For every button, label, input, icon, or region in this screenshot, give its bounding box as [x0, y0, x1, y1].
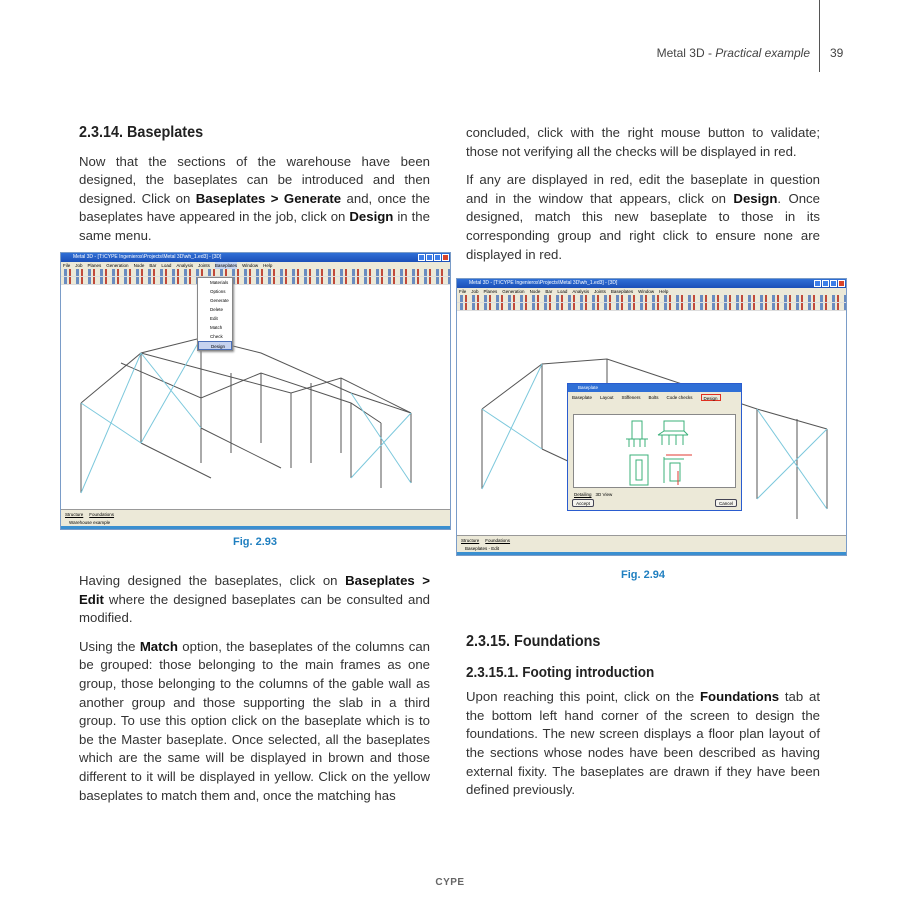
tab-foundations[interactable]: Foundations	[485, 538, 511, 543]
left-column	[79, 124, 430, 256]
section-heading: 2.3.14. Baseplates	[79, 124, 204, 141]
dialog-title: Baseplate	[568, 384, 741, 392]
3d-view	[61, 293, 450, 509]
paragraph: Upon reaching this point, click on the Foundations tab at the bottom left hand corner of the screen to design the foundations. The new screen displays a floor plan layout of the sections whose nodes have been described as having external fixity. The baseplates are drawn if they have been defined previously.	[466, 689, 820, 798]
window-title-bar: Metal 3D - [T:\CYPE Ingenieros\Projects\Metal 3D\wh_1.ed3] - [3D]	[457, 279, 846, 288]
menu-item-delete[interactable]: Delete	[210, 307, 224, 312]
baseplate-dialog	[567, 383, 742, 511]
left-column-lower	[79, 572, 430, 815]
view-tabs	[61, 509, 450, 519]
dialog-toolbar	[568, 392, 741, 403]
menu-bar: File Job Planes Generation Node Bar Load Analysis Joints Baseplates Window Help	[457, 288, 846, 295]
window-title-bar: Metal 3D - [T:\CYPE Ingenieros\Projects\Metal 3D\wh_1.ed3] - [3D]	[61, 253, 450, 262]
menu-item-generate[interactable]: Generate	[210, 298, 229, 303]
figure-caption: Fig. 2.94	[621, 569, 666, 581]
paragraph: Using the Match option, the baseplates of the columns can be grouped: those belonging to the main frames as one group, those belonging to the columns of the gable wall as another group and those supporting the slab in a third group. To use this option click on the baseplate which is to be the Master baseplate. Once selected, all the baseplates which are the same will be displayed in brown and those different to it will be displayed in yellow. Click on the yellow baseplates to match them and, once the matching has	[79, 638, 430, 803]
tab-detailing[interactable]: Detailing	[574, 492, 592, 497]
figure-2-94-screenshot	[456, 278, 847, 556]
right-column	[466, 124, 820, 274]
paragraph: If any are displayed in red, edit the baseplate in question and in the window that appears, click on Design. Once designed, match this new baseplate to those in its corresponding group and right click to ensure none are displayed in red.	[466, 172, 820, 262]
menu-item-design[interactable]: Design	[198, 341, 232, 350]
status-bar: Warehouse example	[61, 519, 450, 529]
baseplates-dropdown-menu	[197, 277, 233, 351]
menu-item-match[interactable]: Match	[210, 325, 223, 330]
subsection-heading: 2.3.15.1. Footing introduction	[466, 663, 655, 681]
menu-item-edit[interactable]: Edit	[210, 316, 218, 321]
layout-button[interactable]: Layout	[600, 395, 614, 400]
stiffeners-button[interactable]: Stiffeners	[621, 395, 641, 400]
section-heading: 2.3.15. Foundations	[466, 633, 601, 650]
status-bar: Baseplates - Edit	[457, 545, 846, 555]
toolbar	[457, 303, 846, 311]
menu-item-check[interactable]: Check	[210, 334, 223, 339]
menu-item-materials[interactable]: Materials	[210, 280, 229, 285]
paragraph: Now that the sections of the warehouse have been designed, the baseplates can be introduced and then designed. Click on Baseplates > Generate and, once the baseplates have appeared in the job, click on Design in the same menu.	[79, 153, 430, 243]
tab-foundations[interactable]: Foundations	[89, 512, 115, 517]
running-header	[657, 46, 810, 60]
baseplate-drawing	[573, 414, 736, 488]
baseplate-button[interactable]: Baseplate	[572, 395, 593, 400]
page-number: 39	[830, 46, 844, 60]
header-title: Metal 3D -	[656, 46, 716, 60]
baseplate-detail-drawing	[574, 415, 737, 489]
toolbar	[457, 295, 846, 303]
bolts-button[interactable]: Bolts	[648, 395, 659, 400]
right-column-lower	[466, 633, 820, 810]
figure-2-93-screenshot	[60, 252, 451, 530]
header-subtitle: Practical example	[715, 46, 810, 60]
design-button[interactable]: Design	[701, 394, 721, 401]
paragraph: Having designed the baseplates, click on Baseplates > Edit where the designed baseplates can be consulted and modified.	[79, 573, 431, 626]
view-tabs	[457, 535, 846, 545]
menu-item-options[interactable]: Options	[210, 289, 226, 294]
header-divider	[819, 0, 820, 72]
tab-structure[interactable]: Structure	[65, 512, 84, 517]
accept-button[interactable]: Accept	[572, 499, 594, 507]
cancel-button[interactable]: Cancel	[715, 499, 737, 507]
tab-structure[interactable]: Structure	[461, 538, 480, 543]
tab-3d-view[interactable]: 3D View	[595, 492, 613, 497]
toolbar	[61, 269, 450, 277]
code-checks-button[interactable]: Code checks	[666, 395, 693, 400]
figure-caption: Fig. 2.93	[233, 536, 278, 548]
footer-brand: CYPE	[435, 877, 465, 888]
warehouse-frame-drawing	[61, 293, 451, 511]
dialog-tabs	[574, 492, 612, 497]
menu-bar: File Job Planes Generation Node Bar Load Analysis Joints Baseplates Window Help	[61, 262, 450, 269]
toolbar	[61, 277, 450, 285]
paragraph: concluded, click with the right mouse button to validate; those not verifying all the checks will be displayed in red.	[466, 125, 820, 159]
